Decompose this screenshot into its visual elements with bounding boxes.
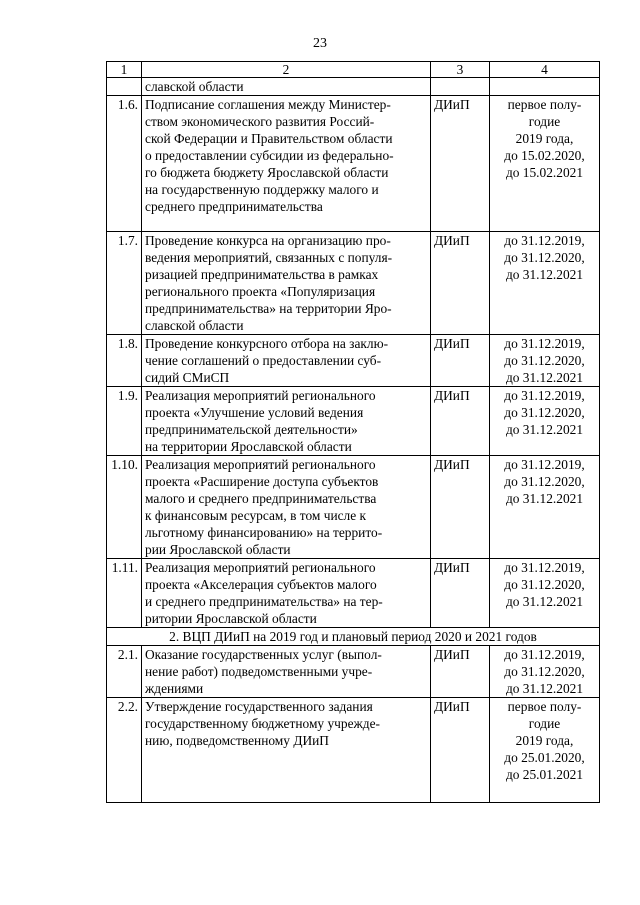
plan-table [106,61,600,803]
section-title: 2. ВЦП ДИиП на 2019 год и плановый период 2020 и 2021 годов [107,628,600,646]
row-num: 1.11. [107,559,142,628]
row-exec: ДИиП [431,559,490,628]
row-exec: ДИиП [431,646,490,698]
row-exec: ДИиП [431,456,490,559]
row-exec: ДИиП [431,335,490,387]
row-exec: ДИиП [431,96,490,232]
row-exec: ДИиП [431,387,490,456]
row-num: 2.2. [107,698,142,803]
row-exec: ДИиП [431,232,490,335]
table-row [107,335,600,387]
table-row [107,232,600,335]
page-number: 23 [313,36,327,51]
header-row [107,62,600,78]
row-desc: Утверждение государственного задания государственному бюджетному учрежде- нию, подведомственному ДИиП [142,698,431,803]
row-desc: Подписание соглашения между Министер- ством экономического развития Россий- ской Федерации и Правительством области о предоставлении субсидии из федерально- го бюджета бюджету Ярославской области на государственную поддержку малого и среднего предпринимательства [142,96,431,232]
table-row [107,96,600,232]
row-term: до 31.12.2019, до 31.12.2020, до 31.12.2021 [490,456,600,559]
header-col-3: 3 [431,62,490,78]
table-row [107,646,600,698]
table-row [107,698,600,803]
row-term: до 31.12.2019, до 31.12.2020, до 31.12.2021 [490,232,600,335]
row-num: 1.8. [107,335,142,387]
row-exec: ДИиП [431,698,490,803]
row-num: 1.6. [107,96,142,232]
table-row [107,559,600,628]
row-num: 1.10. [107,456,142,559]
continuation-row [107,78,600,96]
row-term: первое полу- годие 2019 года, до 25.01.2020, до 25.01.2021 [490,698,600,803]
table-row [107,456,600,559]
row-term: до 31.12.2019, до 31.12.2020, до 31.12.2021 [490,387,600,456]
row-term: первое полу- годие 2019 года, до 15.02.2020, до 15.02.2021 [490,96,600,232]
row-exec [431,78,490,96]
header-col-1: 1 [107,62,142,78]
table-row [107,387,600,456]
row-term: до 31.12.2019, до 31.12.2020, до 31.12.2021 [490,646,600,698]
row-desc: Реализация мероприятий регионального проекта «Акселерация субъектов малого и среднего предпринимательства» на тер- ритории Ярославской области [142,559,431,628]
row-num: 1.7. [107,232,142,335]
row-term: до 31.12.2019, до 31.12.2020, до 31.12.2021 [490,559,600,628]
row-desc: славской области [142,78,431,96]
section-row [107,628,600,646]
row-desc: Проведение конкурсного отбора на заклю- чение соглашений о предоставлении суб- сидий СМиСП [142,335,431,387]
header-col-2: 2 [142,62,431,78]
row-num: 2.1. [107,646,142,698]
row-term: до 31.12.2019, до 31.12.2020, до 31.12.2021 [490,335,600,387]
row-desc: Проведение конкурса на организацию про- ведения мероприятий, связанных с популя- ризацией предпринимательства в рамках регионального проекта «Популяризация предпринимательства» на территории Яро- славской области [142,232,431,335]
row-num [107,78,142,96]
header-col-4: 4 [490,62,600,78]
row-num: 1.9. [107,387,142,456]
row-desc: Реализация мероприятий регионального проекта «Улучшение условий ведения предпринимательской деятельности» на территории Ярославской области [142,387,431,456]
row-desc: Реализация мероприятий регионального проекта «Расширение доступа субъектов малого и среднего предпринимательства к финансовым ресурсам, в том числе к льготному финансированию» на террито- рии Ярославской области [142,456,431,559]
row-desc: Оказание государственных услуг (выпол- нение работ) подведомственными учре- ждениями [142,646,431,698]
row-term [490,78,600,96]
